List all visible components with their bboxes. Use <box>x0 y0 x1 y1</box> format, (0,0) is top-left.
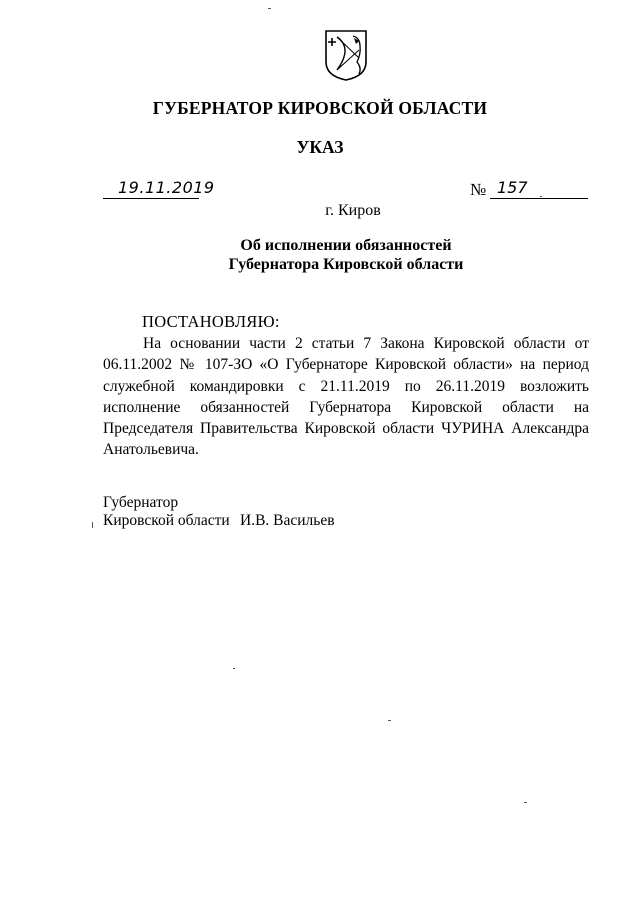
signatory-title: Губернатор <box>103 494 179 511</box>
document-number: 157 <box>497 178 528 197</box>
document-subject <box>0 236 640 274</box>
scan-speck <box>92 522 93 528</box>
city: г. Киров <box>325 202 381 219</box>
document-type: УКАЗ <box>296 137 344 157</box>
scan-speck <box>524 802 527 803</box>
subject-line-1: Об исполнении обязанностей <box>240 237 452 254</box>
scan-speck <box>233 668 235 669</box>
decree-word: ПОСТАНОВЛЯЮ: <box>142 312 280 331</box>
number-underline <box>490 198 588 199</box>
scan-speck <box>540 196 542 197</box>
decree-paragraph: На основании части 2 статьи 7 Закона Кировской области от 06.11.2002 № 107-ЗО «О Губернаторе Кировской области» на период служебной командировки с 21.11.2019 по 26.11.2019 возложить исполнение обязанностей Губернатора Кировской области на Председателя Правительства Кировской области ЧУРИНА Александра Анатольевича. <box>103 335 589 459</box>
signatory-region: Кировской области <box>103 512 230 529</box>
document-date: 19.11.2019 <box>118 178 215 197</box>
subject-line-2: Губернатора Кировской области <box>228 256 464 273</box>
issuing-authority: ГУБЕРНАТОР КИРОВСКОЙ ОБЛАСТИ <box>152 98 488 118</box>
number-label: № <box>470 180 487 199</box>
coat-of-arms-emblem <box>323 28 369 82</box>
scan-speck <box>388 720 391 721</box>
date-underline <box>103 198 199 199</box>
signatory-name: И.В. Васильев <box>240 512 335 529</box>
scan-speck <box>268 8 271 9</box>
